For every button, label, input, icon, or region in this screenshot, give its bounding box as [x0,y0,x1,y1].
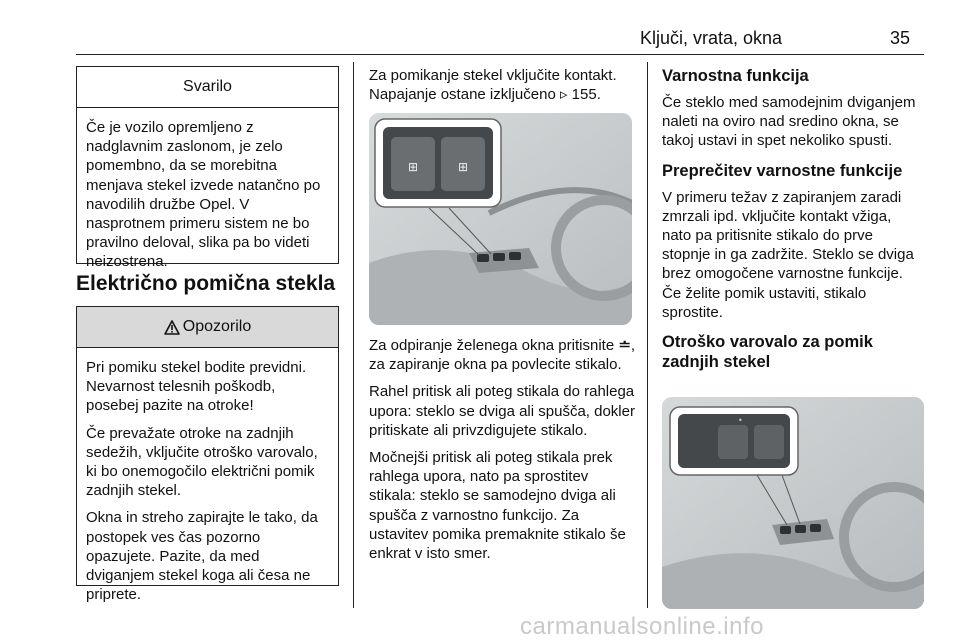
operation-paragraph [369,336,637,374]
heading-safety-function: Varnostna funkcija [662,67,809,85]
window-switch-symbol-icon: ≐ [618,337,631,354]
warning-triangle-icon [164,320,180,335]
intro-line-2 [369,85,635,104]
paragraph-safety-function: Če steklo med samodejnim dviganjem naleti na oviro nad sredino okna, se takoj ustavi in spet nekoliko spusti. [662,94,916,150]
op-text-prefix: Za odpiranje želenega okna pritisnite [369,337,615,354]
section-heading: Električno pomična stekla [76,272,336,295]
column-divider-left [353,62,354,608]
intro-line-1: Za pomikanje stekel vključite kontakt. [369,67,617,84]
caution-paragraph-2: Če prevažate otroke na zadnjih sedežih, vključite otroško varovalo, ki bo onemogočilo električni pomik zadnjih stekel. [86,424,318,500]
header-rule [76,54,924,55]
svg-text:⊞: ⊞ [407,160,419,174]
op-text-suffix: , za zapiranje okna pa povlecite stikalo. [369,337,636,374]
svg-text:⊞: ⊞ [457,160,469,174]
middle-body [369,336,637,571]
caution-box [76,306,339,604]
page-ref-number[interactable]: 155. [571,86,601,104]
watermark: carmanualsonline.info [520,613,764,640]
page-header-title: Ključi, vrata, okna [640,28,783,48]
caution-paragraph-1: Pri pomiku stekel bodite previdni. Nevarnost telesnih poškodb, posebej pazite na otroke! [86,359,307,415]
warning-box [76,66,339,271]
heading-child-lock: Otroško varovalo za pomik zadnjih stekel [662,333,873,372]
paragraph-light-press: Rahel pritisk ali poteg stikala do rahlega upora: steklo se dviga ali spušča, dokler pritiskate ali privzdigujete stikalo. [369,383,635,439]
paragraph-strong-press: Močnejši pritisk ali poteg stikala prek rahlega upora, nato pa sprostitev stikala: steklo se samodejno dviga ali spušča z varnostno funkcijo. Za ustavitev pomika premaknite stikalo še enkrat v isto smer. [369,449,626,563]
page-ref-arrow-icon: ▹ [559,86,568,104]
intro-line-2-text: Napajanje ostane izključeno [369,86,560,104]
middle-intro [369,66,635,104]
warning-box-body [77,108,338,286]
warning-box-title: Svarilo [77,67,338,108]
caution-box-title [77,307,338,348]
caution-paragraph-3: Okna in streho zapirajte le tako, da postopek ves čas pozorno opazujete. Pazite, da med dviganjem stekel koga ali česa ne priprete. [86,509,318,604]
heading-override-safety: Preprečitev varnostne funkcije [662,161,903,180]
svg-text:•: • [738,416,743,425]
right-column [662,66,924,372]
page-number: 35 [890,28,911,48]
window-switch-figure [369,113,632,325]
paragraph-override-safety: V primeru težav z zapiranjem zaradi zmrzali ipd. vključite kontakt vžiga, nato pa pritisnite stikalo do prve stopnje in ga zadržite. Steklo se dviga brez omogočene varnostne funkcije. Če želite pomik ustaviti, stikalo sprostite. [662,188,914,321]
caution-box-title-text: Opozorilo [182,318,252,335]
column-divider-right [647,62,648,608]
warning-paragraph: Če je vozilo opremljeno z nadglavnim zaslonom, je zelo pomembno, da se morebitna menjava stekel izvede natančno po navodilih družbe Opel. V nasprotnem primeru sistem ne bo pravilno deloval, slika pa bo videti neizostrena. [86,119,321,271]
child-lock-figure [662,397,924,609]
caution-box-body [77,348,338,618]
